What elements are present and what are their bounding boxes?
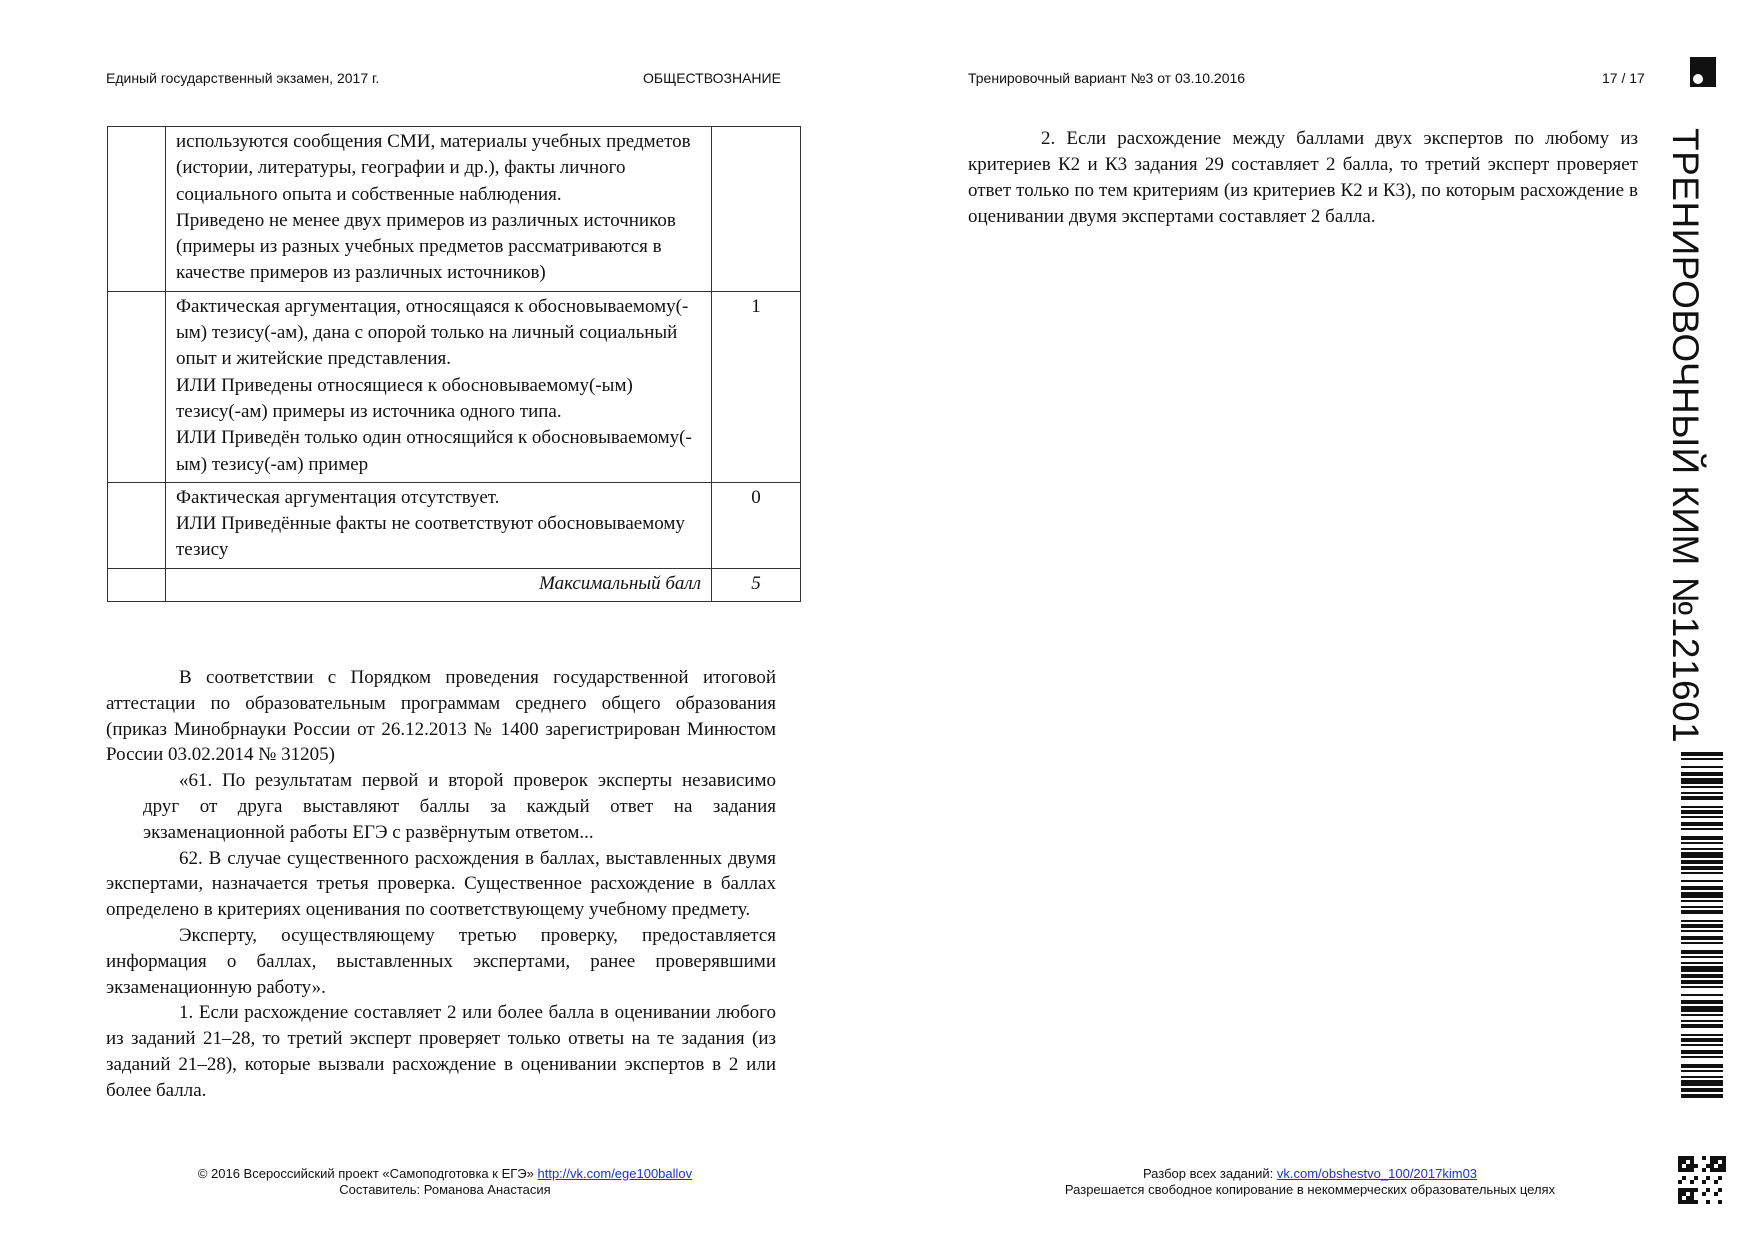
procedure-text <box>106 665 776 1104</box>
criterion-line: ИЛИ Приведены относящиеся к обосновываемому(-ым) тезису(-ам) примеры из источника одного типа. <box>176 374 633 422</box>
table-row <box>108 291 801 482</box>
footer-right <box>1000 1166 1620 1198</box>
criterion-text <box>166 291 712 482</box>
paragraph-rule-1: 1. Если расхождение составляет 2 или более балла в оценивании любого из заданий 21–28, то третий эксперт проверяет только ответы на те задания (из заданий 21–28), которые вызвали расхождение в оценивании экспертов в 2 или более балла. <box>106 1002 776 1101</box>
score-cell <box>712 127 801 292</box>
table-row-max <box>108 568 801 601</box>
header-subject: ОБЩЕСТВОЗНАНИЕ <box>643 70 781 86</box>
footer-copyright: © 2016 Всероссийский проект «Самоподготовка к ЕГЭ» <box>197 1166 534 1181</box>
max-score-value: 5 <box>712 568 801 601</box>
table-cell-empty <box>108 482 166 568</box>
footer-copyright-line <box>120 1166 770 1182</box>
criterion-line: Фактическая аргументация, относящаяся к обосновываемому(-ым) тезису(-ам), дана с опорой только на личный социальный опыт и житейские представления. <box>176 295 689 370</box>
score-cell: 1 <box>712 291 801 482</box>
footer-analysis-label: Разбор всех заданий: <box>1142 1166 1274 1181</box>
footer-author: Составитель: Романова Анастасия <box>339 1182 551 1197</box>
paragraph-quote-61: «61. По результатам первой и второй проверок эксперты независимо друг от друга выставляют баллы за каждый ответ на задания экзаменационной работы ЕГЭ с развёрнутым ответом... <box>143 770 776 843</box>
table-row <box>108 127 801 292</box>
paragraph-rule-2: 2. Если расхождение между баллами двух экспертов по любому из критериев К2 и К3 задания 29 составляет 2 балла, то третий эксперт проверяет ответ только по тем критериям (из критериев К2 и К3), по которым расхождение в оценивании двумя экспертами составляет 2 балла. <box>968 128 1638 227</box>
paragraph-order: В соответствии с Порядком проведения государственной итоговой аттестации по образовательным программам среднего общего образования (приказ Минобрнауки России от 26.12.2013 № 1400 зарегистрирован Минюстом России 03.02.2014 № 31205) <box>106 667 776 766</box>
side-title: ТРЕНИРОВОЧНЫЙ КИМ №121601 <box>1665 128 1706 744</box>
criteria-table <box>107 126 801 602</box>
header-variant: Тренировочный вариант №3 от 03.10.2016 <box>968 70 1246 86</box>
criterion-line: Фактическая аргументация отсутствует. <box>176 486 500 508</box>
rule-2-text <box>968 126 1638 230</box>
table-cell-empty <box>108 568 166 601</box>
table-cell-empty <box>108 291 166 482</box>
header-exam-title: Единый государственный экзамен, 2017 г. <box>106 70 380 86</box>
criterion-text <box>166 127 712 292</box>
score-cell: 0 <box>712 482 801 568</box>
footer-vk-link[interactable]: http://vk.com/ege100ballov <box>537 1166 693 1181</box>
footer-analysis-line <box>1000 1166 1620 1182</box>
criterion-line: Приведено не менее двух примеров из различных источников (примеры из разных учебных предметов рассматриваются в качестве примеров из различных источников) <box>176 209 676 284</box>
criterion-text <box>166 482 712 568</box>
max-score-label: Максимальный балл <box>166 568 712 601</box>
table-cell-empty <box>108 127 166 292</box>
qr-code-icon <box>1678 1156 1726 1204</box>
footer-copy-notice: Разрешается свободное копирование в некоммерческих образовательных целях <box>1064 1182 1556 1197</box>
corner-marker-icon <box>1690 57 1716 87</box>
barcode-icon <box>1681 752 1723 1100</box>
footer-analysis-link[interactable]: vk.com/obshestvo_100/2017kim03 <box>1276 1166 1478 1181</box>
criterion-line: используются сообщения СМИ, материалы учебных предметов (истории, литературы, географии и др.), факты личного социального опыта и собственные наблюдения. <box>176 131 691 205</box>
page-number: 17 / 17 <box>1602 70 1645 86</box>
paragraph-62: 62. В случае существенного расхождения в баллах, выставленных двумя экспертами, назначается третья проверка. Существенное расхождение в баллах определено в критериях оценивания по соответствующему учебному предмету. <box>106 847 776 921</box>
criterion-line: ИЛИ Приведён только один относящийся к обосновываемому(-ым) тезису(-ам) пример <box>176 427 692 475</box>
footer-left <box>120 1166 770 1198</box>
criterion-line: ИЛИ Приведённые факты не соответствуют обосновываемому тезису <box>176 513 685 561</box>
table-row <box>108 482 801 568</box>
paragraph-third-check: Эксперту, осуществляющему третью проверку, предоставляется информация о баллах, выставленных экспертами, ранее проверявшими экзаменационную работу». <box>106 924 776 998</box>
